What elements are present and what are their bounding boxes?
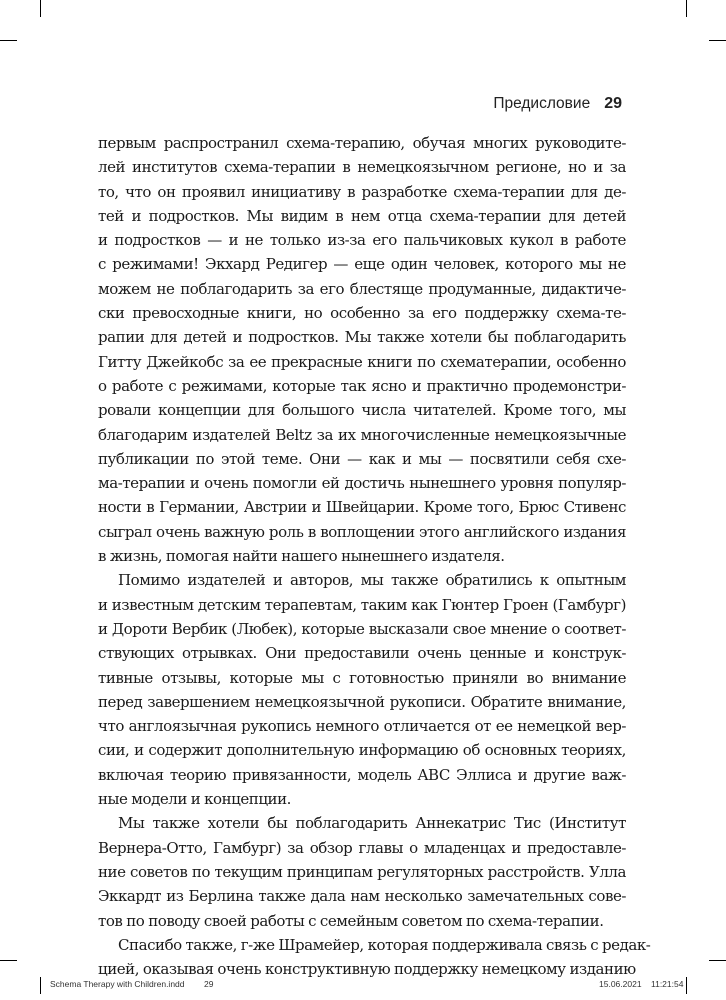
text-line: что англоязычная рукопись немного отличается от ее немецкой вер- — [98, 717, 626, 736]
running-header — [493, 95, 622, 113]
text-line: благодарим издателей Beltz за их многочисленные немецкоязычные — [98, 425, 626, 444]
text-line: лей институтов схема-терапии в немецкоязычном регионе, но и за — [98, 158, 626, 177]
section-title: Предисловие — [493, 95, 591, 112]
text-line: Вернера-Отто, Гамбург) за обзор главы о младенцах и предоставле- — [98, 838, 626, 857]
text-line: сыграл очень важную роль в воплощении этого английского издания — [98, 522, 626, 541]
text-line: ровали концепции для большого числа читателей. Кроме того, мы — [98, 401, 626, 420]
crop-mark-right-bottom — [709, 960, 726, 961]
text-line: первым распространил схема-терапию, обучая многих руководите- — [98, 134, 626, 152]
text-line: и подростков — и не только из-за его пальчиковых кукол в работе — [98, 231, 626, 250]
text-line: цией, оказывая очень конструктивную поддержку немецкому изданию — [98, 960, 636, 979]
print-slug — [0, 979, 726, 993]
crop-mark-top-right — [686, 0, 687, 17]
crop-mark-right-top — [709, 40, 726, 41]
text-line: ные модели и концепции. — [98, 790, 291, 809]
slug-page: 29 — [204, 979, 214, 989]
text-line: ски превосходные книги, но особенно за его поддержку схема-те- — [98, 304, 626, 323]
crop-mark-left-top — [0, 40, 17, 41]
text-line: рапии для детей и подростков. Мы также хотели бы поблагодарить — [98, 328, 626, 347]
text-line: и известным детским терапевтам, таким как Гюнтер Гроен (Гамбург) — [98, 595, 626, 614]
text-line: о работе с режимами, которые так ясно и практично продемонстри- — [98, 376, 626, 395]
text-line: перед завершением немецкоязычной рукописи. Обратите внимание, — [98, 692, 626, 711]
body-text — [98, 131, 651, 981]
slug-time: 11:21:54 — [651, 979, 684, 989]
text-line: тей и подростков. Мы видим в нем отца схема-терапии для детей — [98, 206, 626, 225]
text-line: тов по поводу своей работы с семейным советом по схема-терапии. — [98, 911, 604, 930]
page-number: 29 — [604, 95, 622, 112]
text-line: включая теорию привязанности, модель ABC Эллиса и другие важ- — [98, 765, 626, 784]
text-line: ствующих отрывках. Они предоставили очень ценные и конструк- — [98, 644, 626, 663]
text-line: Гитту Джейкобс за ее прекрасные книги по схематерапии, особенно — [98, 352, 626, 371]
slug-date: 15.06.2021 — [599, 979, 642, 989]
crop-mark-top-left — [40, 0, 41, 17]
text-line: ние советов по текущим принципам регуляторных расстройств. Улла — [98, 862, 626, 881]
slug-filename: Schema Therapy with Children.indd — [50, 979, 185, 989]
text-line: тивные отзывы, которые мы с готовностью приняли во внимание — [98, 668, 626, 687]
text-line: ности в Германии, Австрии и Швейцарии. Кроме того, Брюс Стивенс — [98, 498, 626, 517]
text-line: то, что он проявил инициативу в разработке схема-терапии для де- — [98, 182, 626, 201]
text-line: сии, и содержит дополнительную информацию об основных теориях, — [98, 741, 626, 760]
text-line: Мы также хотели бы поблагодарить Аннекатрис Тис (Институт — [118, 814, 626, 833]
text-line: в жизнь, помогая найти нашего нынешнего издателя. — [98, 547, 505, 566]
text-line: Эккардт из Берлина также дала нам несколько замечательных сове- — [98, 887, 626, 906]
text-line: ма-терапии и очень помогли ей достичь нынешнего уровня популяр- — [98, 474, 626, 493]
text-line: публикации по этой теме. Они — как и мы — посвятили себя схе- — [98, 449, 626, 468]
text-line: с режимами! Экхард Редигер — еще один человек, которого мы не — [98, 255, 626, 274]
text-line: можем не поблагодарить за его блестяще продуманные, дидактиче- — [98, 279, 626, 298]
text-line: Спасибо также, г-же Шрамейер, которая поддерживала связь с редак- — [118, 935, 651, 954]
text-line: и Дороти Вербик (Любек), которые высказали свое мнение о соответ- — [98, 619, 626, 638]
text-line: Помимо издателей и авторов, мы также обратились к опытным — [118, 571, 626, 590]
crop-mark-left-bottom — [0, 960, 17, 961]
